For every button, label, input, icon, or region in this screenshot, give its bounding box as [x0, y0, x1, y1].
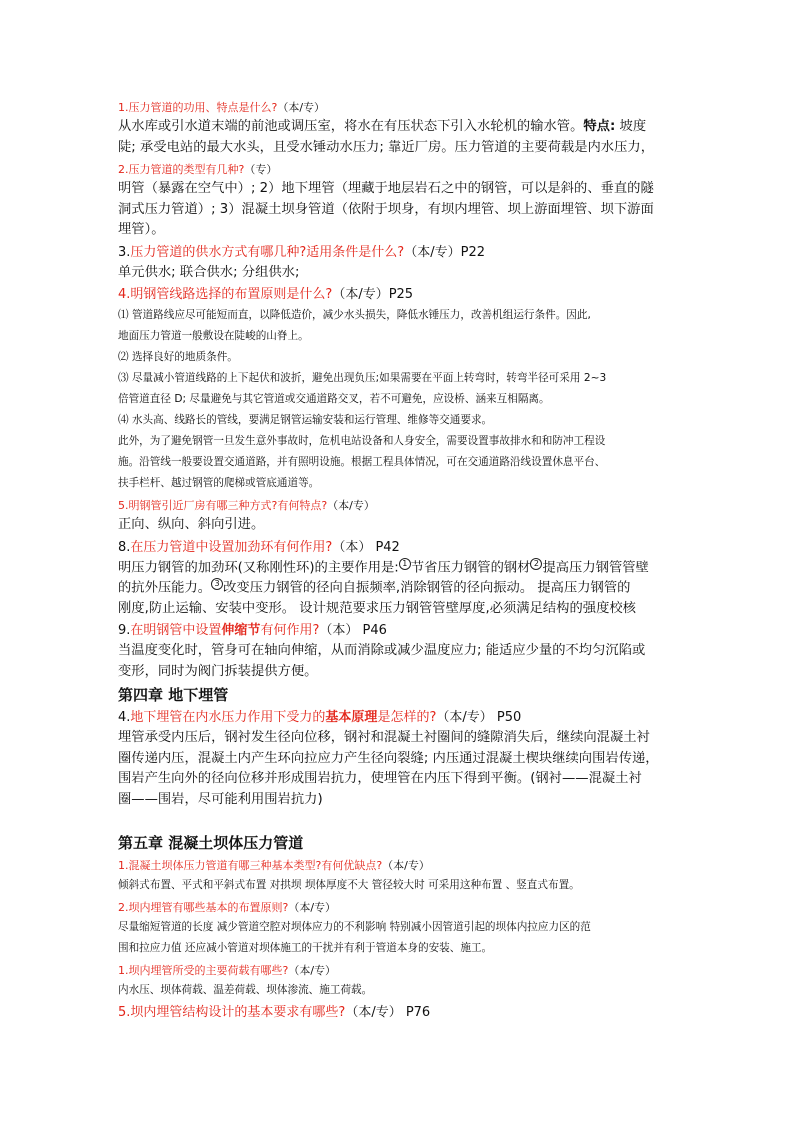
- question-4b: 4.地下埋管在内水压力作用下受力的基本原理是怎样的?（本/专） P50: [118, 710, 522, 725]
- answer-4b-line-4: 圈——围岩，尽可能利用围岩抗力): [118, 791, 323, 807]
- answer-2-line-3: 埋管）。: [118, 222, 165, 237]
- answer-4-line-6: ⑷ 水头高、线路长的管线，要满足钢管运输安装和运行管理、维修等交通要求。: [118, 414, 493, 426]
- chapter-4-heading: 第四章 地下埋管: [118, 686, 229, 704]
- spacer: [118, 810, 678, 830]
- answer-4-line-9: 扶手栏杆、越过钢管的爬梯或管底通道等。: [118, 477, 320, 489]
- answer-4-line-3: ⑵ 选择良好的地质条件。: [118, 351, 238, 363]
- answer-4-line-4: ⑶ 尽量减小管道线路的上下起伏和波折，避免出现负压;如果需要在平面上转弯时，转弯半径可采用 2~3: [118, 372, 607, 384]
- question-3: 3.压力管道的供水方式有哪几种?适用条件是什么?（本/专）P22: [118, 244, 485, 260]
- answer-3: 单元供水; 联合供水; 分组供水;: [118, 264, 300, 280]
- document-page: [118, 96, 678, 1023]
- answer-8-line-2: 的抗外压能力。 3 改变压力钢管的径向自振频率,消除钢管的径向振动。 提高压力钢管的: [118, 579, 631, 596]
- answer-2-line-2: 洞式压力管道）; 3）混凝土坝身管道（依附于坝身，有坝内埋管、坝上游面埋管、坝下游面: [118, 201, 654, 217]
- answer-2-line-1: 明管（暴露在空气中）; 2）地下埋管（埋藏于地层岩石之中的钢管，可以是斜的、垂直的隧: [118, 181, 654, 196]
- answer-8-line-3: 刚度,防止运输、安装中变形。 设计规范要求压力钢管管壁厚度,必须满足结构的强度校核: [118, 600, 636, 616]
- answer-1-line-2: 陡; 承受电站的最大水头，且受水锤动水压力; 靠近厂房。压力管道的主要荷载是内水压力，: [118, 139, 654, 155]
- circled-number-2: 2: [530, 558, 542, 570]
- answer-9-line-2: 变形，同时为阀门拆装提供方便。: [118, 663, 318, 679]
- answer-9-line-1: 当温度变化时，管身可在轴向伸缩，从而消除或减少温度应力; 能适应少量的不均匀沉陷或: [118, 643, 646, 658]
- question-5b: 2.坝内埋管有哪些基本的布置原则?（本/专）: [118, 901, 337, 914]
- question-5c: 1.坝内埋管所受的主要荷载有哪些?（本/专）: [118, 964, 337, 977]
- answer-1-line-1: 从水库或引水道末端的前池或调压室，将水在有压状态下引入水轮机的输水管。特点: 坡度: [118, 119, 647, 134]
- question-8: 8.在压力管道中设置加劲环有何作用?（本） P42: [118, 539, 400, 555]
- answer-5c: 内水压、坝体荷载、温差荷载、坝体渗流、施工荷载。: [118, 984, 373, 996]
- answer-4-line-2: 地面压力管道一般敷设在陡峻的山脊上。: [118, 330, 309, 342]
- answer-8-line-1: 明压力钢管的加劲环(又称刚性环)的主要作用是: 1 节省压力钢管的钢材 2 提高压力钢管管壁: [118, 558, 649, 575]
- question-5: 5.明钢管引近厂房有哪三种方式?有何特点?（本/专）: [118, 499, 375, 512]
- answer-4-line-1: ⑴ 管道路线应尽可能短而直，以降低造价，减少水头损失，降低水锤压力，改善机组运行条件。因此,: [118, 309, 591, 321]
- question-4: 4.明钢管线路选择的布置原则是什么?（本/专）P25: [118, 287, 414, 302]
- answer-4b-line-3: 围岩产生向外的径向位移并形成围岩抗力，使埋管在内压下得到平衡。(钢衬——混凝土衬: [118, 771, 642, 786]
- answer-4b-line-1: 埋管承受内压后，钢衬发生径向位移，钢衬和混凝土衬圈间的缝隙消失后，继续向混凝土衬: [118, 730, 650, 745]
- answer-4-line-8: 施。沿管线一般要设置交通道路，并有照明设施。根据工程具体情况，可在交通道路沿线设置休息平台、: [118, 456, 606, 468]
- question-5d: 5.坝内埋管结构设计的基本要求有哪些?（本/专） P76: [118, 1005, 431, 1020]
- circled-number-3: 3: [211, 578, 223, 590]
- question-2: 2.压力管道的类型有几种?（专）: [118, 163, 278, 176]
- question-9: 9.在明钢管中设置伸缩节有何作用?（本） P46: [118, 623, 387, 638]
- answer-4-line-7: 此外，为了避免钢管一旦发生意外事故时，危机电站设备和人身安全，需要设置事故排水和和防冲工程设: [118, 435, 606, 447]
- answer-4-line-5: 倍管道直径 D; 尽量避免与其它管道或交通道路交叉，若不可避免，应设桥、涵来互相隔离。: [118, 393, 550, 405]
- circled-number-1: 1: [399, 558, 411, 570]
- answer-5b-line-1: 尽量缩短管道的长度 减少管道空腔对坝体应力的不利影响 特别减小因管道引起的坝体内拉应力区的范: [118, 921, 591, 933]
- answer-5a: 倾斜式布置、平式和平斜式布置 对拱坝 坝体厚度不大 管径较大时 可采用这种布置 、竖直式布置。: [118, 879, 580, 891]
- question-1: 1.压力管道的功用、特点是什么?（本/专）: [118, 101, 326, 114]
- answer-5b-line-2: 围和拉应力值 还应减小管道对坝体施工的干扰并有利于管道本身的安装、施工。: [118, 942, 493, 954]
- answer-5: 正向、纵向、斜向引进。: [118, 517, 265, 532]
- chapter-5-heading: 第五章 混凝土坝体压力管道: [118, 834, 304, 852]
- question-5a: 1.混凝土坝体压力管道有哪三种基本类型?有何优缺点?（本/专）: [118, 859, 430, 872]
- answer-4b-line-2: 圈传递内压，混凝土内产生环向拉应力产生径向裂缝; 内压通过混凝土楔块继续向围岩传递，: [118, 750, 659, 766]
